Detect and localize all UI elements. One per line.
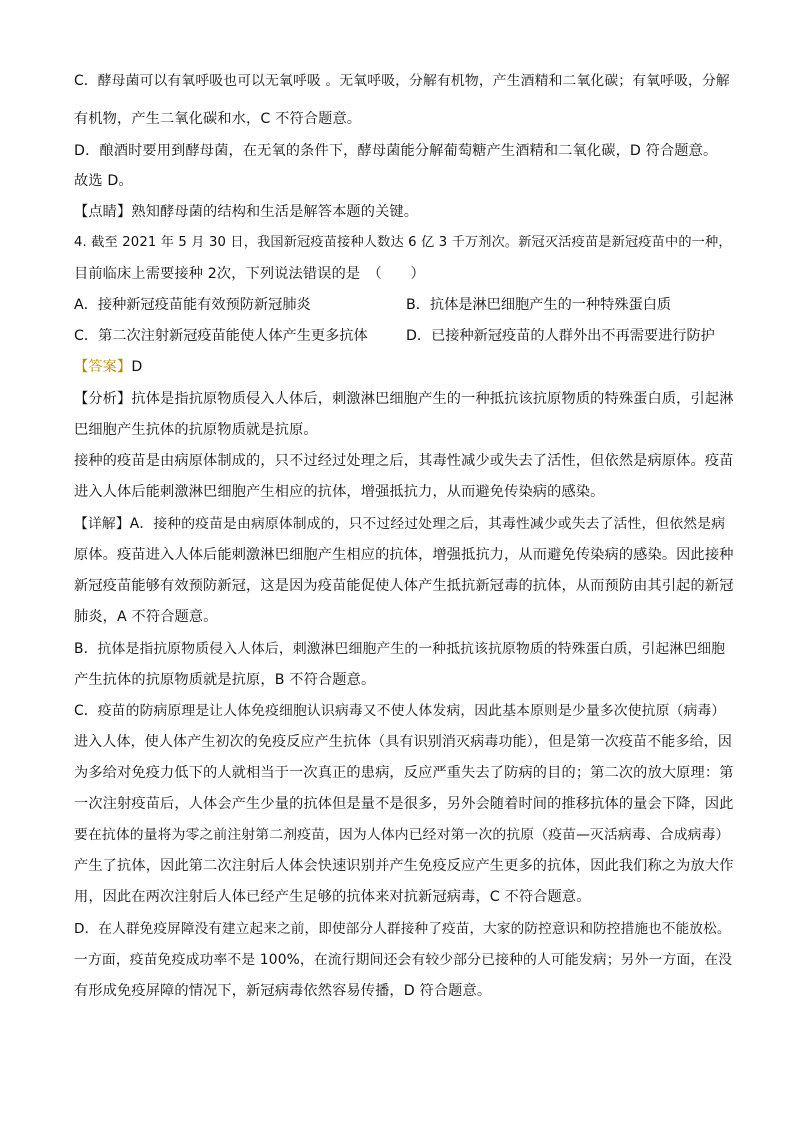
detail-line: C．疫苗的防病原理是让人体免疫细胞认识病毒又不使人体发病，因此基本原则是少量多次使抗原（病毒）	[74, 703, 726, 719]
detail-line: 【详解】A．接种的疫苗是由病原体制成的，只不过经过处理之后，其毒性减少或失去了活性，但依然是病	[74, 516, 726, 532]
detail-line: 一方面，疫苗免疫成功率不是 100%，在流行期间还会有较少部分已接种的人可能发病；另外一方面，在没	[74, 952, 733, 968]
option-a: A．接种新冠疫苗能有效预防新冠肺炎	[74, 297, 311, 313]
option-c: C．第二次注射新冠疫苗能使人体产生更多抗体	[74, 328, 368, 344]
tip-line: 【点睛】熟知酵母菌的结构和生活是解答本题的关键。	[74, 204, 419, 220]
detail-line: 用，因此在两次注射后人体已经产生足够的抗体来对抗新冠病毒，C 不符合题意。	[74, 889, 591, 905]
text-line: D．酿酒时要用到酵母菌，在无氧的条件下，酵母菌能分解葡萄糖产生酒精和二氧化碳，D 符合题意。	[74, 143, 718, 159]
option-b: B．抗体是淋巴细胞产生的一种特殊蛋白质	[406, 297, 672, 313]
detail-line: 为多给对免疫力低下的人就相当于一次真正的患病，反应严重失去了防病的目的；第二次的放大原理：第	[74, 765, 734, 781]
analysis-line: 接种的疫苗是由病原体制成的，只不过经过处理之后，其毒性减少或失去了活性，但依然是病原体。疫苗	[74, 453, 734, 469]
detail-line: 产生了抗体，因此第二次注射后人体会快速识别并产生免疫反应产生更多的抗体，因此我们称之为放大作	[74, 858, 734, 874]
detail-line: 要在抗体的量将为零之前注射第二剂疫苗，因为人体内已经对第一次的抗原（疫苗—灭活病毒、合成病毒）	[74, 827, 730, 843]
detail-line: B．抗体是指抗原物质侵入人体后，刺激淋巴细胞产生的一种抵抗该抗原物质的特殊蛋白质，引起淋巴细胞	[74, 641, 726, 657]
analysis-line: 【分析】抗体是指抗原物质侵入人体后，刺激淋巴细胞产生的一种抵抗该抗原物质的特殊蛋白质，引起淋	[74, 391, 734, 407]
detail-line: 肺炎，A 不符合题意。	[74, 609, 218, 625]
detail-line: D．在人群免疫屏障没有建立起来之前，即使部分人群接种了疫苗，大家的防控意识和防控措施也不能放松。	[74, 921, 731, 937]
answer-label: 【答案】	[74, 359, 132, 375]
analysis-line: 巴细胞产生抗体的抗原物质就是抗原。	[74, 422, 318, 438]
option-d: D．已接种新冠疫苗的人群外出不再需要进行防护	[406, 328, 715, 344]
text-line: 故选 D。	[74, 173, 133, 189]
text-line: C．酵母菌可以有氧呼吸也可以无氧呼吸 。无氧呼吸，分解有机物，产生酒精和二氧化碳；有氧呼吸，分解	[74, 73, 730, 89]
question-4-stem: 目前临床上需要接种 2次，下列说法错误的是 （ ）	[74, 266, 425, 282]
detail-line: 进入人体，使人体产生初次的免疫反应产生抗体（具有识别消灭病毒功能），但是第一次疫苗不能多给，因	[74, 734, 733, 750]
detail-line: 新冠疫苗能够有效预防新冠，这是因为疫苗能促使人体产生抵抗新冠毒的抗体，从而预防由其引起的新冠	[74, 578, 734, 594]
answer-line	[74, 358, 142, 376]
answer-value: D	[131, 359, 143, 375]
detail-line: 产生抗体的抗原物质就是抗原，B 不符合题意。	[74, 672, 376, 688]
detail-line: 有形成免疫屏障的情况下，新冠病毒依然容易传播，D 符合题意。	[74, 983, 492, 999]
text-line: 有机物，产生二氧化碳和水，C 不符合题意。	[74, 111, 362, 127]
question-4-stem: 4. 截至 2021 年 5 月 30 日，我国新冠疫苗接种人数达 6 亿 3 千万剂次。新冠灭活疫苗是新冠疫苗中的一种，	[74, 235, 732, 250]
analysis-line: 进入人体后能刺激淋巴细胞产生相应的抗体，增强抵抗力，从而避免传染病的感染。	[74, 484, 605, 500]
detail-line: 一次注射疫苗后，人体会产生少量的抗体但是量不是很多，另外会随着时间的推移抗体的量会下降，因此	[74, 796, 734, 812]
detail-line: 原体。疫苗进入人体后能刺激淋巴细胞产生相应的抗体，增强抵抗力，从而避免传染病的感染。因此接种	[74, 547, 734, 563]
